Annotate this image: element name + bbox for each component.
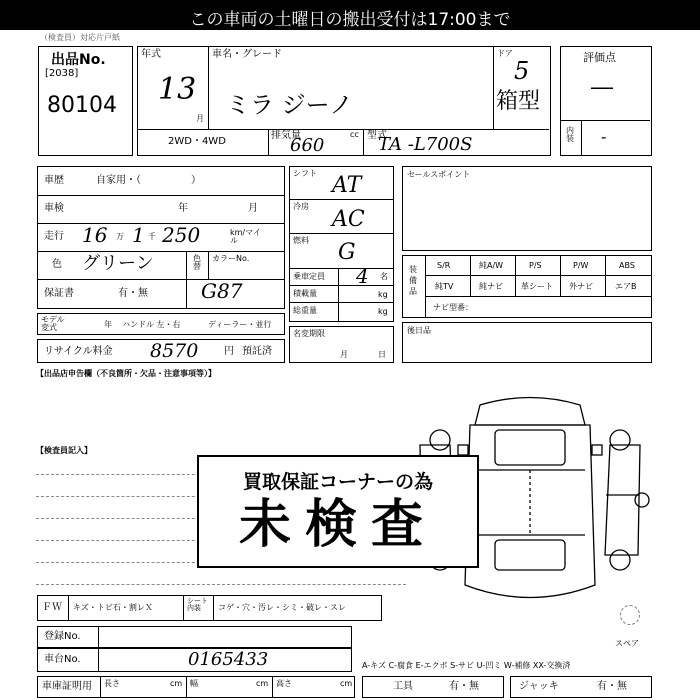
capacity-unit: 名: [380, 272, 388, 281]
mileage-unit: km/マイル: [230, 228, 261, 245]
mileage-v1: 16: [82, 223, 108, 247]
name-change-day: 日: [378, 350, 386, 359]
displacement-value: 660: [290, 135, 325, 156]
lot-box: [38, 46, 133, 156]
cert-height-cm: cm: [340, 679, 353, 688]
tools-label: 工具: [393, 681, 413, 692]
name-change-label: 名変期限: [293, 329, 325, 338]
interior-value: -: [601, 127, 607, 146]
gross-unit: kg: [378, 307, 388, 316]
inspection-label: 車検: [44, 203, 64, 214]
model-value: TA -L700S: [378, 134, 473, 155]
name-change-box: [289, 326, 394, 363]
banner-text: この車両の土曜日の搬出受付は17:00まで: [189, 10, 511, 30]
chassis-value: 0165433: [188, 649, 269, 670]
mileage-label: 走行: [44, 231, 64, 242]
color-code: G87: [201, 279, 243, 303]
history-value: 自家用・（ ）: [96, 175, 201, 186]
chassis-row: [37, 648, 352, 672]
equip-ps: P/S: [529, 261, 542, 270]
fw-label: ＦＷ: [42, 602, 62, 613]
cert-width: 幅: [190, 679, 198, 688]
mileage-u1: 万: [116, 232, 124, 241]
equipment-box: [402, 255, 652, 318]
inspection-year: 年: [178, 203, 188, 214]
lot-label: 出品No.: [51, 52, 106, 68]
cert-length: 長さ: [104, 679, 120, 688]
inspection-month: 月: [248, 203, 258, 214]
registration-row: [37, 626, 352, 648]
car-name-value: ミラ ジーノ: [226, 91, 354, 119]
jack-box: [510, 676, 652, 698]
mileage-v2: 1: [132, 223, 145, 247]
year-label: 年式: [141, 49, 161, 60]
cert-label: 車庫証明用: [42, 681, 92, 692]
interior-label: 内装: [566, 126, 574, 143]
jack-label: ジャッキ: [519, 681, 559, 692]
unchecked-stamp: [197, 455, 479, 568]
cert-length-cm: cm: [170, 679, 183, 688]
car-name-label: 車名・グレード: [212, 49, 282, 60]
body-type: 箱型: [496, 89, 541, 114]
seat-label: シート内装: [187, 597, 208, 612]
recycle-row: [37, 339, 285, 363]
equip-ext-navi: 外ナビ: [569, 282, 593, 291]
spec-box: [289, 166, 394, 322]
dealer-value: ディーラー・並行: [208, 320, 272, 329]
seller-notes-label: 【出品店申告欄（不良箇所・欠品・注意事項等）】: [36, 369, 216, 378]
model-label: 型式: [367, 130, 387, 141]
car-info-box: [137, 46, 551, 156]
drive-value: 2WD・4WD: [168, 136, 226, 147]
stamp-line2: 未検査: [238, 495, 437, 555]
doors-label: ドア: [497, 49, 513, 58]
stamp-line1: 買取保証コーナーの為: [242, 471, 433, 493]
displacement-label: 排気量: [271, 130, 301, 141]
fw-row: [37, 595, 382, 621]
recycle-unit: 円: [224, 346, 234, 357]
history-box: [37, 166, 285, 309]
color-label: 色: [52, 259, 62, 270]
inspector-label: 【検査員記入】: [36, 446, 92, 455]
color-change-label: 色替: [193, 254, 201, 271]
score-box: [560, 46, 652, 156]
sales-point-label: セールスポイント: [407, 170, 471, 179]
equip-pw: P/W: [573, 261, 589, 270]
equip-navi: 純ナビ: [479, 282, 503, 291]
shift-value: AT: [332, 173, 362, 198]
mileage-v3: 250: [162, 223, 201, 247]
gross-label: 総重量: [293, 306, 317, 315]
spare-icon: [620, 605, 640, 625]
year-month-unit: 月: [196, 114, 204, 123]
load-label: 積載量: [293, 289, 317, 298]
handle-value: ハンドル 左・右: [122, 320, 181, 329]
score-value: ―: [591, 75, 613, 100]
fuel-value: G: [338, 240, 356, 265]
jack-value: 有・無: [597, 681, 627, 692]
displacement-unit: cc: [350, 130, 359, 139]
cert-row: [37, 676, 355, 698]
seat-items: コゲ・穴・汚レ・シミ・破レ・スレ: [218, 603, 346, 612]
shift-label: シフト: [293, 169, 317, 178]
recycle-label: リサイクル料金: [44, 346, 113, 357]
load-unit: kg: [378, 290, 388, 299]
equip-airbag: エアB: [615, 282, 637, 291]
model-change-label: モデル変式: [41, 315, 65, 332]
tools-value: 有・無: [449, 681, 479, 692]
fuel-label: 燃料: [293, 236, 309, 245]
navi-model-label: ナビ型番：: [433, 303, 473, 312]
spare-label: スペア: [615, 639, 639, 648]
doors-value: 5: [514, 57, 530, 85]
capacity-value: 4: [356, 264, 369, 288]
ac-label: 冷房: [293, 202, 309, 211]
equipment-label: 装備品: [409, 265, 417, 297]
score-label: 評価点: [583, 51, 616, 64]
lot-number: 80104: [47, 93, 117, 118]
registration-label: 登録No.: [44, 631, 81, 642]
lot-sub: [2038]: [45, 68, 79, 79]
sales-point-box: [402, 166, 652, 251]
tools-box: [362, 676, 504, 698]
recycle-deposit: 預託済: [242, 346, 272, 357]
chassis-label: 車台No.: [44, 654, 81, 665]
capacity-label: 乗車定員: [293, 272, 325, 281]
model-change-row: [37, 313, 285, 335]
warranty-value: 有・無: [118, 288, 148, 299]
cert-width-cm: cm: [256, 679, 269, 688]
color-value: グリーン: [82, 253, 154, 274]
banner: [0, 0, 700, 30]
model-change-year: 年: [104, 320, 112, 329]
equip-aw: 純A/W: [479, 261, 504, 270]
color-code-label: カラーNo.: [212, 254, 250, 263]
later-box: [402, 322, 652, 363]
history-label: 車歴: [44, 175, 64, 186]
equip-leather: 革シート: [521, 282, 553, 291]
ac-value: AC: [332, 207, 365, 232]
equip-tv: 純TV: [435, 282, 454, 291]
top-cut-label: （検査員）対応片戸紙: [40, 33, 120, 42]
recycle-value: 8570: [150, 340, 199, 362]
equip-abs: ABS: [619, 261, 635, 270]
equip-sr: S/R: [437, 261, 451, 270]
year-value: 13: [158, 72, 197, 107]
later-label: 後日品: [407, 326, 431, 335]
warranty-label: 保証書: [44, 288, 74, 299]
fw-items: キズ・トビ石・割レＸ: [73, 603, 153, 612]
cert-height: 高さ: [276, 679, 292, 688]
name-change-month: 月: [340, 350, 348, 359]
mileage-u2: 千: [148, 232, 156, 241]
damage-legend: A-キズ C-腐食 E-エクボ S-サビ U-凹ミ W-補修 XX-交換済: [362, 661, 571, 670]
